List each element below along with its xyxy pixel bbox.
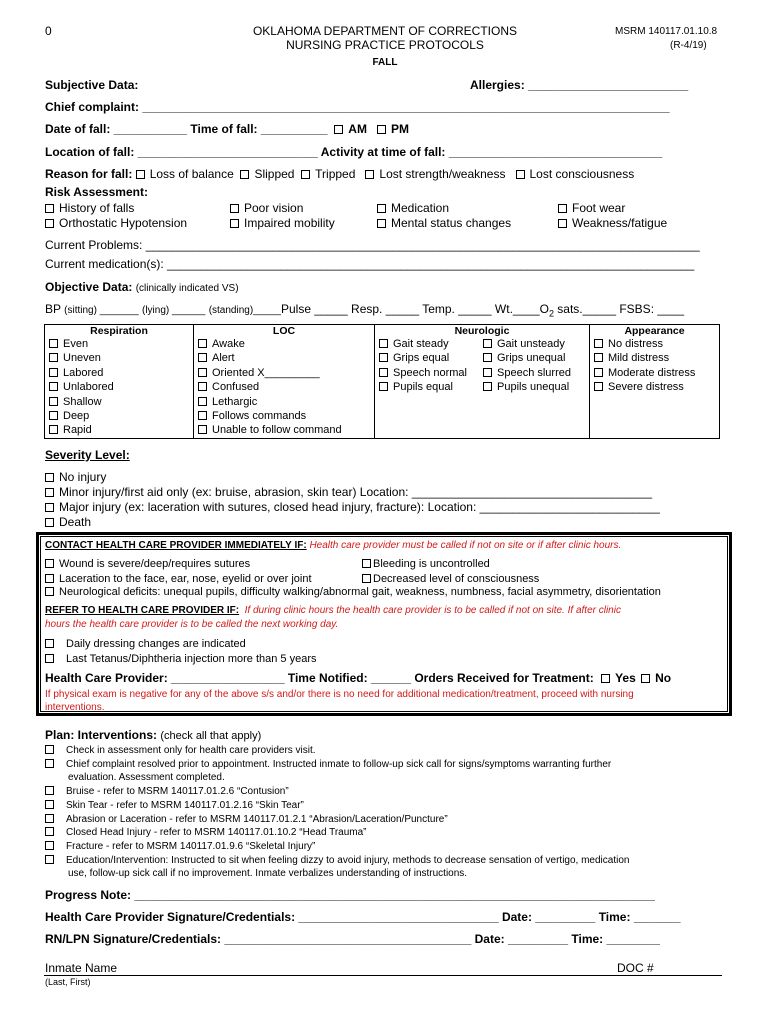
refer-note-continued: hours the health care provider is to be called the next working day.: [45, 619, 339, 630]
loc-option: Follows commands: [212, 410, 307, 423]
checkbox[interactable]: [49, 353, 58, 362]
checkbox[interactable]: [45, 855, 54, 864]
plan-label: Plan: Interventions:: [45, 728, 158, 742]
checkbox[interactable]: [594, 339, 603, 348]
checkbox[interactable]: [483, 339, 492, 348]
pm-label: PM: [390, 122, 409, 136]
neuro-option: Pupils unequal: [497, 381, 570, 394]
checkbox[interactable]: [45, 814, 54, 823]
pm-checkbox[interactable]: [377, 125, 386, 134]
assessment-grid: [44, 324, 720, 439]
neuro-option: Gait steady: [393, 338, 449, 350]
respiration-option: Even: [63, 338, 89, 350]
checkbox[interactable]: [483, 353, 492, 362]
checkbox[interactable]: [45, 587, 54, 596]
contact-option: Wound is severe/deep/requires sutures: [59, 558, 251, 570]
checkbox[interactable]: [594, 368, 603, 377]
checkbox[interactable]: [365, 170, 374, 179]
protocol-subtitle: NURSING PRACTICE PROTOCOLS: [286, 38, 484, 52]
checkbox[interactable]: [198, 368, 207, 377]
appearance-option: Moderate distress: [608, 366, 696, 379]
checkbox[interactable]: [45, 204, 54, 213]
checkbox[interactable]: [379, 339, 388, 348]
form-number: MSRM 140117.01.10.8: [615, 26, 718, 37]
severity-options: [45, 470, 660, 530]
inmate-name-hint: (Last, First): [45, 977, 91, 987]
respiration-option: Unlabored: [63, 381, 114, 394]
contact-option: Neurological deficits: unequal pupils, difficulty walking/abnormal gait, weakness, numbness, facial asymmetry, disorientation: [59, 586, 661, 598]
checkbox[interactable]: [558, 219, 567, 228]
contact-left: [45, 557, 312, 586]
page-number: 0: [45, 24, 52, 38]
checkbox[interactable]: [198, 382, 207, 391]
plan-option: Education/Intervention: Instructed to sit when feeling dizzy to avoid injury, methods to decrease sensation of vertigo, medication: [66, 854, 630, 866]
reason-option: Lost strength/weakness: [379, 167, 506, 181]
appearance-option: No distress: [608, 338, 664, 350]
risk-col-1: [45, 201, 187, 231]
checkbox[interactable]: [379, 382, 388, 391]
negative-note-continued: interventions.: [45, 702, 105, 713]
neuro-deficits-row: [45, 586, 661, 598]
checkbox[interactable]: [230, 219, 239, 228]
checkbox[interactable]: [49, 397, 58, 406]
reason-option: Slipped: [254, 167, 295, 181]
refer-option: Daily dressing changes are indicated: [66, 638, 246, 650]
loc-option: Awake: [212, 338, 245, 350]
checkbox[interactable]: [483, 368, 492, 377]
loc-option: Oriented X_________: [212, 366, 320, 379]
plan-note: (check all that apply): [160, 730, 262, 742]
neurologic-cell: [375, 337, 590, 439]
checkbox[interactable]: [362, 559, 371, 568]
am-label: AM: [348, 122, 367, 136]
allergies-field[interactable]: Allergies: ________________________: [470, 78, 689, 92]
inmate-line[interactable]: [44, 975, 722, 976]
plan-option: Closed Head Injury - refer to MSRM 140117.01.10.2 “Head Trauma”: [66, 827, 367, 839]
reason-option: Tripped: [315, 167, 356, 181]
risk-option: Impaired mobility: [244, 216, 335, 230]
contact-heading-row: [45, 540, 621, 551]
checkbox[interactable]: [45, 827, 54, 836]
plan-option: Chief complaint resolved prior to appointment. Instructed inmate to follow-up sick call for signs/symptoms warranting further: [66, 758, 612, 770]
rn-signature-field[interactable]: RN/LPN Signature/Credentials: _____________________________________ Date: _________ Time: ________: [45, 932, 660, 946]
contact-note: Health care provider must be called if not on site or if after clinic hours.: [309, 540, 622, 551]
risk-option: Mental status changes: [391, 216, 512, 230]
doc-number-label: DOC #: [617, 961, 654, 975]
hcp-signature-field[interactable]: Health Care Provider Signature/Credentials: ______________________________ Date: _________ Time: _______: [45, 910, 681, 924]
respiration-option: Uneven: [63, 352, 101, 365]
checkbox[interactable]: [45, 745, 54, 754]
checkbox[interactable]: [49, 411, 58, 420]
checkbox[interactable]: [594, 353, 603, 362]
respiration-option: Deep: [63, 410, 90, 423]
no-checkbox[interactable]: [641, 674, 650, 683]
reason-row: [45, 167, 634, 181]
checkbox[interactable]: [594, 382, 603, 391]
checkbox[interactable]: [45, 574, 54, 583]
respiration-cell: [45, 337, 194, 439]
am-checkbox[interactable]: [334, 125, 343, 134]
grid-header: LOC: [194, 325, 375, 338]
department-title: OKLAHOMA DEPARTMENT OF CORRECTIONS: [252, 24, 518, 38]
subjective-label: Subjective Data:: [45, 78, 139, 92]
loc-option: Unable to follow command: [212, 424, 342, 437]
checkbox[interactable]: [45, 759, 54, 768]
form-title: FALL: [372, 57, 398, 68]
respiration-option: Rapid: [63, 424, 92, 437]
current-problems-field[interactable]: Current Problems: ___________________________________________________________________________________: [45, 238, 700, 252]
checkbox[interactable]: [45, 639, 54, 648]
checkbox[interactable]: [45, 654, 54, 663]
checkbox[interactable]: [558, 204, 567, 213]
date-time-field[interactable]: Date of fall: ___________ Time of fall: __________: [45, 122, 328, 136]
progress-note-field[interactable]: Progress Note: ______________________________________________________________________________: [45, 888, 655, 902]
o2-subscript: 2: [548, 308, 554, 319]
objective-heading: [45, 280, 239, 294]
loc-option: Alert: [212, 352, 235, 365]
appearance-option: Mild distress: [608, 352, 670, 365]
refer-note: If during clinic hours the health care provider is to be called if not on site. If after clinic: [244, 605, 621, 616]
checkbox[interactable]: [198, 425, 207, 434]
checkbox[interactable]: [198, 397, 207, 406]
checkbox[interactable]: [198, 353, 207, 362]
severity-option[interactable]: Minor injury/first aid only (ex: bruise, abrasion, skin tear) Location: ____________________________________: [59, 485, 653, 499]
yes-checkbox[interactable]: [601, 674, 610, 683]
neuro-option: Pupils equal: [393, 381, 453, 394]
checkbox[interactable]: [362, 574, 371, 583]
checkbox[interactable]: [379, 353, 388, 362]
risk-option: History of falls: [59, 201, 135, 215]
neuro-option: Speech normal: [393, 366, 467, 379]
severity-label: Severity Level:: [45, 448, 130, 462]
checkbox[interactable]: [483, 382, 492, 391]
severity-option[interactable]: Major injury (ex: laceration with sutures, closed head injury, fracture): Location: ___________________________: [59, 500, 660, 514]
plan-option: Check in assessment only for health care providers visit.: [66, 745, 316, 756]
checkbox[interactable]: [49, 339, 58, 348]
plan-heading: [45, 728, 261, 742]
risk-col-2: [230, 201, 335, 231]
plan-option-continued: evaluation. Assessment completed.: [68, 772, 225, 784]
checkbox[interactable]: [379, 368, 388, 377]
objective-label: Objective Data:: [45, 280, 133, 294]
loc-cell: [194, 337, 375, 439]
checkbox[interactable]: [516, 170, 525, 179]
refer-heading-row: [45, 605, 621, 616]
neuro-option: Grips unequal: [497, 352, 566, 365]
checkbox[interactable]: [45, 518, 54, 527]
checkbox[interactable]: [49, 368, 58, 377]
objective-note: (clinically indicated VS): [135, 283, 239, 294]
appearance-option: Severe distress: [608, 381, 684, 394]
loc-option: Confused: [212, 381, 260, 394]
risk-label: Risk Assessment:: [45, 185, 148, 199]
checkbox[interactable]: [49, 382, 58, 391]
date-time-row: [45, 122, 409, 136]
bp-lying[interactable]: (lying) ______: [141, 305, 206, 316]
refer-heading: REFER TO HEALTH CARE PROVIDER IF:: [45, 605, 240, 616]
bp-sitting[interactable]: (sitting) _______: [64, 305, 139, 316]
checkbox[interactable]: [230, 204, 239, 213]
plan-option: Abrasion or Laceration - refer to MSRM 140117.01.2.1 “Abrasion/Laceration/Puncture”: [66, 813, 448, 825]
vitals-fields[interactable]: Pulse _____ Resp. _____ Temp. _____ Wt.____O: [280, 302, 549, 316]
risk-option: Weakness/fatigue: [572, 216, 668, 230]
neuro-option: Speech slurred: [497, 366, 571, 379]
checkbox[interactable]: [45, 786, 54, 795]
severity-option: No injury: [59, 470, 107, 484]
contact-option: Bleeding is uncontrolled: [373, 558, 490, 570]
plan-option: Skin Tear - refer to MSRM 140117.01.2.16 “Skin Tear”: [66, 799, 304, 811]
respiration-option: Labored: [63, 366, 104, 379]
checkbox[interactable]: [240, 170, 249, 179]
plan-option: Fracture - refer to MSRM 140117.01.9.6 “Skeletal Injury”: [66, 840, 316, 852]
appearance-cell: [590, 337, 720, 439]
neuro-option: Grips equal: [393, 352, 450, 365]
grid-header: Respiration: [45, 325, 194, 338]
reason-option: Lost consciousness: [529, 167, 635, 181]
risk-col-3: [377, 201, 511, 231]
respiration-option: Shallow: [63, 395, 102, 408]
negative-note: If physical exam is negative for any of the above s/s and/or there is no need for additional medication/treatment, proceed with nursing: [45, 689, 634, 700]
inmate-name-label: Inmate Name: [45, 961, 118, 975]
severity-option: Death: [59, 515, 92, 529]
checkbox[interactable]: [45, 488, 54, 497]
risk-option: Poor vision: [244, 201, 304, 215]
plan-option: Bruise - refer to MSRM 140117.01.2.6 “Contusion”: [66, 786, 289, 798]
checkbox[interactable]: [136, 170, 145, 179]
no-label: No: [655, 671, 672, 685]
risk-option: Medication: [391, 201, 450, 215]
refer-options: [45, 637, 317, 667]
current-medications-field[interactable]: Current medication(s): _______________________________________________________________________________: [45, 257, 695, 271]
grid-header: Neurologic: [375, 325, 590, 338]
checkbox[interactable]: [49, 425, 58, 434]
checkbox[interactable]: [377, 204, 386, 213]
risk-option: Foot wear: [572, 201, 626, 215]
plan-options: [45, 744, 629, 881]
checkbox[interactable]: [45, 841, 54, 850]
contact-right: [362, 557, 539, 586]
contact-option: Decreased level of consciousness: [373, 572, 540, 585]
checkbox[interactable]: [45, 800, 54, 809]
bp-label: BP: [45, 302, 61, 316]
checkbox[interactable]: [45, 559, 54, 568]
reason-label: Reason for fall:: [45, 167, 133, 181]
vitals-fields-2[interactable]: sats._____ FSBS: ____: [553, 302, 685, 316]
contact-heading: CONTACT HEALTH CARE PROVIDER IMMEDIATELY IF:: [45, 540, 307, 551]
hcp-row: [45, 671, 671, 685]
yes-label: Yes: [615, 671, 636, 685]
refer-option: Last Tetanus/Diphtheria injection more than 5 years: [66, 653, 317, 665]
hcp-fields[interactable]: Health Care Provider: _________________ Time Notified: ______ Orders Received for Treatment:: [45, 671, 594, 685]
checkbox[interactable]: [45, 503, 54, 512]
revision: (R-4/19): [670, 40, 707, 51]
vitals-row[interactable]: [45, 302, 684, 318]
reason-option: Loss of balance: [149, 167, 234, 181]
neuro-option: Gait unsteady: [497, 338, 565, 350]
checkbox[interactable]: [301, 170, 310, 179]
risk-col-4: [558, 201, 667, 231]
checkbox[interactable]: [45, 219, 54, 228]
location-activity-field[interactable]: Location of fall: ___________________________ Activity at time of fall: ________________________________: [45, 145, 663, 159]
plan-option-continued: use, follow-up sick call if no improvement. Inmate verbalizes understanding of instructions.: [68, 868, 468, 880]
risk-option: Orthostatic Hypotension: [59, 216, 188, 230]
loc-option: Lethargic: [212, 395, 258, 408]
grid-header: Appearance: [590, 325, 720, 338]
checkbox[interactable]: [198, 339, 207, 348]
checkbox[interactable]: [377, 219, 386, 228]
bp-standing[interactable]: (standing)_____: [208, 305, 281, 316]
checkbox[interactable]: [45, 473, 54, 482]
checkbox[interactable]: [198, 411, 207, 420]
chief-complaint-field[interactable]: Chief complaint: _______________________________________________________________________________: [45, 100, 670, 114]
contact-option: Laceration to the face, ear, nose, eyelid or over joint: [59, 572, 312, 585]
